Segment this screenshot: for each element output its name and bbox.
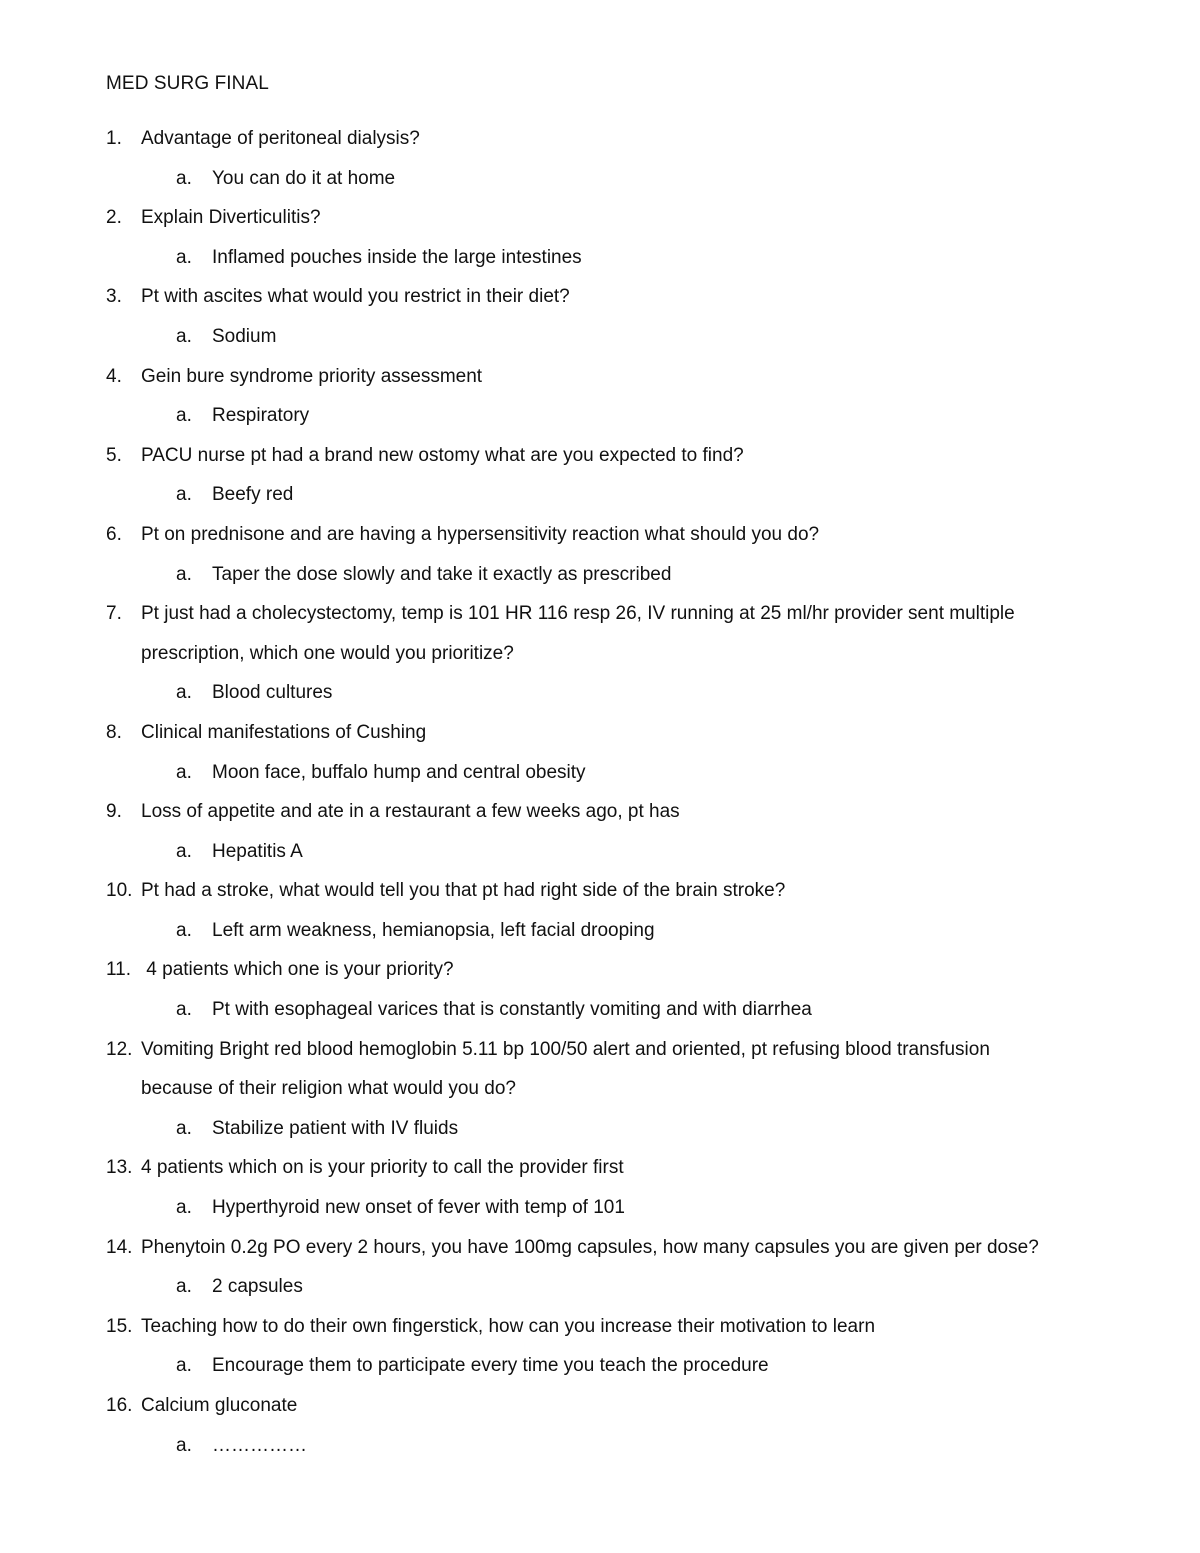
question-line [0,1315,1200,1355]
question-line [0,721,1200,761]
question-number: 10. [106,880,133,902]
question-text: Pt with ascites what would you restrict in their diet? [141,286,570,308]
answer-letter: a. [176,999,192,1021]
question-number: 6. [106,523,122,545]
question-text: Calcium gluconate [141,1395,298,1416]
answer-letter: a. [176,1434,192,1456]
answer-line [0,167,1200,207]
answer-text: Encourage them to participate every time you teach the procedure [212,1355,769,1377]
question-number: 5. [106,444,122,466]
question-number: 3. [106,286,122,308]
answer-letter: a. [176,919,192,941]
answer-line [0,1354,1200,1394]
answer-line [0,840,1200,880]
answer-letter: a. [176,563,192,585]
answer-text: Blood cultures [212,682,333,704]
question-number: 13. [106,1157,133,1179]
document-title: MED SURG FINAL [106,73,269,94]
answer-line [0,325,1200,365]
answer-line [0,563,1200,603]
answer-letter: a. [176,840,192,862]
answer-letter: a. [176,405,192,427]
question-text: Loss of appetite and ate in a restaurant a few weeks ago, pt has [141,801,680,823]
question-text: Pt just had a cholecystectomy, temp is 101 HR 116 resp 26, IV running at 25 ml/hr provider sent multiple [141,603,1015,625]
question-line [0,1236,1200,1276]
answer-text: Taper the dose slowly and take it exactly as prescribed [212,563,672,585]
answer-line [0,404,1200,444]
question-number: 2. [106,207,122,229]
question-number: 7. [106,603,122,625]
question-number: 1. [106,128,122,149]
question-text: 4 patients which one is your priority? [141,959,454,981]
answer-text: Stabilize patient with IV fluids [212,1117,459,1139]
answer-line [0,1275,1200,1315]
question-number: 9. [106,801,122,823]
question-text: Explain Diverticulitis? [141,207,321,229]
question-line [0,1156,1200,1196]
answer-text: Pt with esophageal varices that is constantly vomiting and with diarrhea [212,999,812,1021]
answer-text: Beefy red [212,484,294,506]
answer-line [0,246,1200,286]
question-text: Phenytoin 0.2g PO every 2 hours, you have 100mg capsules, how many capsules you are given per dose? [141,1236,1039,1258]
answer-letter: a. [176,1276,192,1298]
question-line [0,523,1200,563]
answer-letter: a. [176,167,192,189]
question-text: Gein bure syndrome priority assessment [141,365,483,387]
answer-line [0,761,1200,801]
question-text-continued: prescription, which one would you prioritize? [141,642,514,664]
question-line [0,602,1200,642]
question-line [0,1394,1200,1434]
answer-text: You can do it at home [212,167,396,189]
question-text: 4 patients which on is your priority to call the provider first [141,1157,624,1179]
answer-line [0,483,1200,523]
answer-line [0,919,1200,959]
question-number: 8. [106,721,122,743]
question-line [0,285,1200,325]
answer-letter: a. [176,246,192,268]
answer-text: Left arm weakness, hemianopsia, left facial drooping [212,919,655,941]
question-line [0,800,1200,840]
answer-text: Respiratory [212,405,310,427]
question-line [0,127,1200,167]
answer-line [0,1196,1200,1236]
question-line [0,365,1200,405]
question-text: Pt had a stroke, what would tell you that pt had right side of the brain stroke? [141,880,786,902]
answer-line [0,998,1200,1038]
answer-letter: a. [176,1117,192,1139]
question-number: 14. [106,1236,133,1258]
question-number: 16. [106,1395,133,1416]
question-line [0,1038,1200,1078]
answer-text: Hyperthyroid new onset of fever with temp of 101 [212,1197,625,1219]
question-line [0,879,1200,919]
question-number: 11. [106,959,132,981]
question-text: Vomiting Bright red blood hemoglobin 5.11 bp 100/50 alert and oriented, pt refusing blood transfusion [141,1038,990,1060]
question-text: Pt on prednisone and are having a hypersensitivity reaction what should you do? [141,523,820,545]
question-continuation-line [0,1077,1200,1117]
question-text: PACU nurse pt had a brand new ostomy what are you expected to find? [141,444,744,466]
answer-letter: a. [176,682,192,704]
question-text: Teaching how to do their own fingerstick, how can you increase their motivation to learn [141,1315,876,1337]
answer-text: 2 capsules [212,1276,303,1298]
question-number: 15. [106,1315,133,1337]
answer-line [0,1434,1200,1474]
answer-line [0,1117,1200,1157]
question-line [0,444,1200,484]
answer-letter: a. [176,484,192,506]
question-number: 4. [106,365,122,387]
answer-letter: a. [176,1355,192,1377]
answer-letter: a. [176,1197,192,1219]
answer-text: …………… [212,1434,307,1456]
question-text-continued: because of their religion what would you do? [141,1078,516,1100]
question-list [0,127,1200,1473]
question-continuation-line [0,642,1200,682]
answer-letter: a. [176,761,192,783]
question-line [0,206,1200,246]
answer-line [0,681,1200,721]
question-number: 12. [106,1038,133,1060]
answer-text: Inflamed pouches inside the large intestines [212,246,582,268]
answer-letter: a. [176,325,192,347]
answer-text: Sodium [212,325,277,347]
question-line [0,958,1200,998]
answer-text: Hepatitis A [212,840,303,862]
answer-text: Moon face, buffalo hump and central obesity [212,761,586,783]
question-text: Advantage of peritoneal dialysis? [141,128,420,149]
question-text: Clinical manifestations of Cushing [141,721,427,743]
